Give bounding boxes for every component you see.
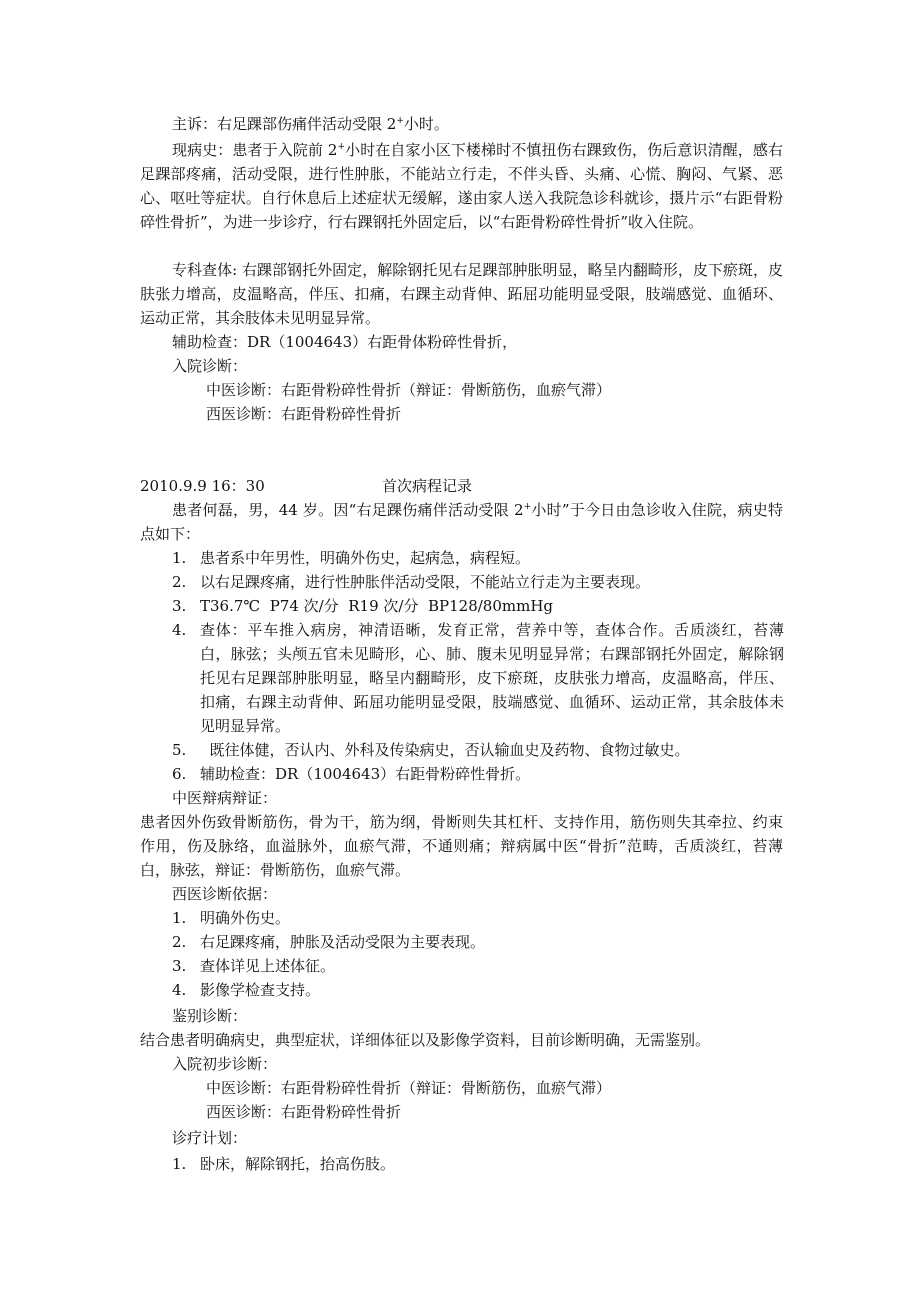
tcm-differentiation-title: 中医辩病辩证： [172, 789, 278, 807]
initial-diagnosis-tcm: 中医诊断：右距骨粉碎性骨折（辩证：骨断筋伤，血瘀气滞） [206, 1079, 612, 1097]
feature-item [172, 594, 784, 618]
basis-text: 影像学检查支持。 [200, 981, 321, 999]
treatment-plan-title: 诊疗计划： [172, 1129, 248, 1147]
feature-number: 5. [172, 741, 187, 759]
wm-basis-item [172, 978, 784, 1002]
initial-diagnosis-title: 入院初步诊断： [172, 1055, 278, 1073]
feature-text: 患者系中年男性，明确外伤史，起病急，病程短。 [200, 549, 531, 567]
wm-basis-item [172, 906, 784, 930]
record-datetime: 2010.9.9 16：30 [140, 477, 265, 495]
feature-item [172, 546, 784, 570]
basis-number: 1. [172, 909, 187, 927]
feature-number: 6. [172, 765, 187, 783]
initial-diagnosis-wm: 西医诊断：右距骨粉碎性骨折 [206, 1103, 402, 1121]
wm-basis-title: 西医诊断依据： [172, 885, 278, 903]
hpi-part-b: 小时在自家小区下楼梯时不慎扭伤右踝致伤，伤后意识清醒，感右足踝部疼痛，活动受限，进行性肿胀，不能站立行走，不伴头昏、头痛、心慌、胸闷、气紧、恶心、呕吐等症状。自行休息后上述症状无缓解，遂由家人送入我院急诊科就诊，摄片示“右距骨粉碎性骨折”，为进一步诊疗，行右踝钢托外固定后，以“右距骨粉碎性骨折”收入住院。 [140, 141, 783, 231]
feature-number: 3. [172, 597, 187, 615]
feature-number: 2. [172, 573, 187, 591]
feature-item [172, 570, 784, 594]
differential-diagnosis-title: 鉴别诊断： [172, 1007, 248, 1025]
differential-diagnosis-text: 结合患者明确病史，典型症状，详细体征以及影像学资料，目前诊断明确，无需鉴别。 [140, 1031, 711, 1049]
feature-text: 既往体健，否认内、外科及传染病史，否认输血史及药物、食物过敏史。 [200, 741, 690, 759]
chief-complaint-text: 主诉：右足踝部伤痛伴活动受限 2 [172, 115, 397, 133]
vital-signs-text: T36.7℃ P74 次/分 R19 次/分 BP128/80mmHg [200, 597, 554, 615]
basis-number: 3. [172, 957, 187, 975]
feature-number: 4. [172, 621, 187, 639]
intro-sup: + [523, 502, 532, 512]
admission-diagnosis-wm: 西医诊断：右距骨粉碎性骨折 [206, 405, 402, 423]
basis-text: 明确外伤史。 [200, 909, 291, 927]
plan-number: 1. [172, 1155, 187, 1173]
record-title: 首次病程记录 [382, 477, 473, 495]
feature-text: 查体：平车推入病房，神清语晰，发育正常，营养中等，查体合作。舌质淡红，苔薄白，脉弦；头颅五官未见畸形，心、肺、腹未见明显异常；右踝部钢托外固定，解除钢托见右足踝部肿胀明显，略呈内翻畸形，皮下瘀斑，皮肤张力增高，皮温略高，伴压、扣痛，右踝主动背伸、跖屈功能明显受限，肢端感觉、血循环、运动正常，其余肢体未见明显异常。 [200, 621, 784, 735]
chief-complaint-tail: 小时。 [403, 115, 449, 133]
specialty-exam: 专科查体: 右踝部钢托外固定，解除钢托见右足踝部肿胀明显，略呈内翻畸形，皮下瘀斑，皮肤张力增高，皮温略高，伴压、扣痛，右踝主动背伸、跖屈功能明显受限，肢端感觉、血循环、运动正常，其余肢体未见明显异常。 [140, 261, 783, 327]
basis-text: 查体详见上述体征。 [200, 957, 336, 975]
feature-text: 辅助检查：DR（1004643）右距骨粉碎性骨折。 [200, 765, 531, 783]
wm-basis-item [172, 930, 784, 954]
history-present-illness [140, 138, 783, 234]
tcm-differentiation-text: 患者因外伤致骨断筋伤，骨为干，筋为纲，骨断则失其杠杆、支持作用，筋伤则失其牵拉、约束作用，伤及脉络，血溢脉外，血瘀气滞，不通则痛；辩病属中医“骨折”范畴，舌质淡红，苔薄白，脉弦，辩证：骨断筋伤，血瘀气滞。 [140, 813, 783, 879]
feature-item [172, 618, 784, 738]
hpi-sup: + [337, 142, 345, 152]
admission-diagnosis-title: 入院诊断： [172, 357, 248, 375]
feature-number: 1. [172, 549, 187, 567]
wm-basis-item [172, 954, 784, 978]
intro-part-b: 小时”于今日由急诊收入住院，病史特点如下： [140, 501, 784, 543]
chief-complaint-sup: + [396, 116, 404, 126]
feature-item [172, 762, 784, 786]
admission-diagnosis-tcm: 中医诊断：右距骨粉碎性骨折（辩证：骨断筋伤，血瘀气滞） [206, 381, 612, 399]
auxiliary-exam: 辅助检查：DR（1004643）右距骨体粉碎性骨折， [172, 333, 518, 351]
intro-part-a: 患者何磊，男，44 岁。因“右足踝伤痛伴活动受限 2 [172, 501, 524, 519]
plan-text: 卧床，解除钢托，抬高伤肢。 [200, 1155, 396, 1173]
basis-number: 4. [172, 981, 187, 999]
record-intro [140, 498, 783, 546]
chief-complaint [172, 112, 449, 136]
feature-text: 以右足踝疼痛，进行性肿胀伴活动受限，不能站立行走为主要表现。 [200, 573, 651, 591]
hpi-part-a: 现病史：患者于入院前 2 [172, 141, 338, 159]
feature-item [172, 738, 784, 762]
basis-text: 右足踝疼痛，肿胀及活动受限为主要表现。 [200, 933, 486, 951]
basis-number: 2. [172, 933, 187, 951]
treatment-plan-item [172, 1152, 784, 1176]
